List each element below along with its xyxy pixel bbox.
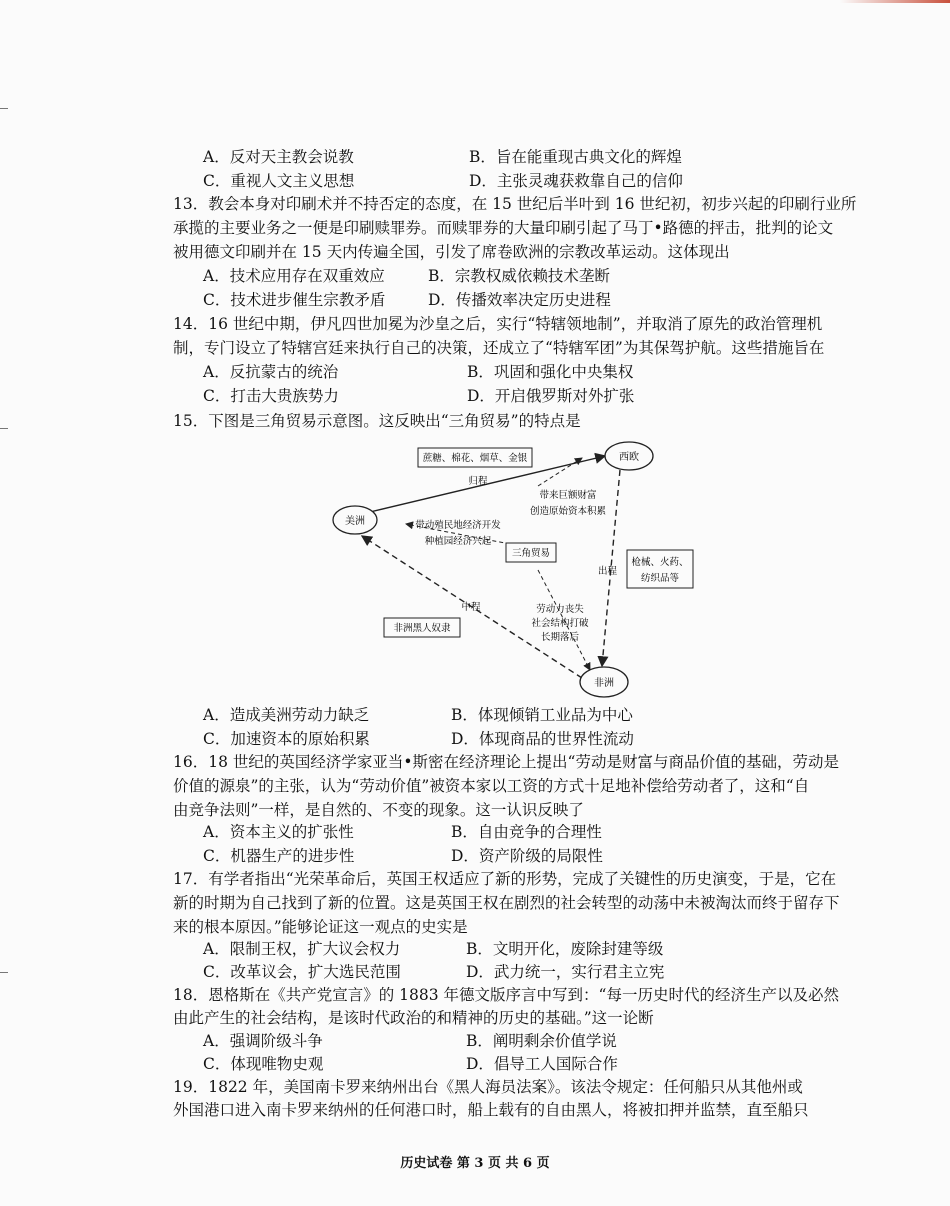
effect-europe-label: 创造原始资本积累 <box>529 506 607 517</box>
q16-option-b[interactable]: B．自由竞争的合理性 <box>451 823 602 841</box>
node-west-europe-label: 西欧 <box>619 452 639 463</box>
margin-tick <box>0 108 8 109</box>
q12-option-b[interactable]: B．旨在能重现古典文化的辉煌 <box>469 148 682 166</box>
q16-option-d[interactable]: D．资产阶级的局限性 <box>451 847 603 865</box>
q13-stem-line: 承揽的主要业务之一便是印刷赎罪券。而赎罪券的大量印刷引起了马丁•路德的抨击，批判的论文 <box>173 219 834 237</box>
q14-option-c[interactable]: C．打击大贵族势力 <box>203 387 339 405</box>
q18-option-c[interactable]: C．体现唯物史观 <box>203 1055 324 1073</box>
q15-option-a[interactable]: A．造成美洲劳动力缺乏 <box>203 706 370 724</box>
q14-stem-line: 制，专门设立了特辖宫廷来执行自己的决策，还成立了“特辖军团”为其保驾护航。这些措施旨在 <box>173 339 825 357</box>
margin-tick <box>0 428 8 429</box>
margin-tick <box>0 972 8 973</box>
q14-stem-line: 14．16 世纪中期，伊凡四世加冕为沙皇之后，实行“特辖领地制”，并取消了原先的政治管理机 <box>173 315 823 333</box>
slaves-box-label: 非洲黑人奴隶 <box>393 623 451 634</box>
q17-option-a[interactable]: A．限制王权，扩大议会权力 <box>203 940 401 958</box>
q17-stem-line: 来的根本原因。”能够论证这一观点的史实是 <box>173 918 468 936</box>
outward-leg-label: 出程 <box>597 566 617 577</box>
q15-option-d[interactable]: D．体现商品的世界性流动 <box>451 730 634 748</box>
effect-africa-label: 社会结构打破 <box>531 618 589 629</box>
center-box-label: 三角贸易 <box>511 548 551 559</box>
q16-stem-line: 由竞争法则”一样，是自然的、不变的现象。这一认识反映了 <box>173 801 584 819</box>
q12-option-c[interactable]: C．重视人文主义思想 <box>203 172 355 190</box>
q19-stem-line: 外国港口进入南卡罗来纳州的任何港口时，船上载有的自由黑人，将被扣押并监禁，直至船只 <box>173 1101 809 1119</box>
arms-box-label: 纺织品等 <box>640 573 680 584</box>
q17-stem-line: 新的时期为自己找到了新的位置。这是英国王权在剧烈的社会转型的动荡中未被淘汰而终于留存下 <box>173 894 840 912</box>
q15-stem-line: 15．下图是三角贸易示意图。这反映出“三角贸易”的特点是 <box>173 412 581 430</box>
q15-option-c[interactable]: C．加速资本的原始积累 <box>203 730 370 748</box>
q12-option-a[interactable]: A．反对天主教会说教 <box>203 148 354 166</box>
q17-option-c[interactable]: C．改革议会，扩大选民范围 <box>203 963 401 981</box>
q18-option-d[interactable]: D．倡导工人国际合作 <box>466 1055 618 1073</box>
goods-box-label: 蔗糖、棉花、烟草、金银 <box>422 453 528 464</box>
q14-option-d[interactable]: D．开启俄罗斯对外扩张 <box>467 387 635 405</box>
q12-option-d[interactable]: D．主张灵魂获救靠自己的信仰 <box>469 172 683 190</box>
q18-option-a[interactable]: A．强调阶级斗争 <box>203 1032 323 1050</box>
node-america-label: 美洲 <box>345 516 365 527</box>
q19-stem-line: 19．1822 年，美国南卡罗来纳州出台《黑人海员法案》。该法令规定：任何船只从其他州或 <box>173 1078 803 1096</box>
page-footer: 历史试卷 第 3 页 共 6 页 <box>400 1156 550 1171</box>
q16-stem-line: 价值的源泉”的主张，认为“劳动价值”被资本家以工资的方式十足地补偿给劳动者了，这和“自 <box>173 777 810 795</box>
q13-option-b[interactable]: B．宗教权威依赖技术垄断 <box>428 267 610 285</box>
q16-option-c[interactable]: C．机器生产的进步性 <box>203 847 355 865</box>
q18-stem-line: 由此产生的社会结构，是该时代政治的和精神的历史的基础。”这一论断 <box>173 1009 654 1027</box>
q15-option-b[interactable]: B．体现倾销工业品为中心 <box>451 706 633 724</box>
middle-leg-label: 中程 <box>461 602 481 613</box>
arms-box-label: 枪械、火药、 <box>631 557 689 568</box>
q13-option-c[interactable]: C．技术进步催生宗教矛盾 <box>203 291 386 309</box>
q17-option-d[interactable]: D．武力统一，实行君主立宪 <box>466 963 665 981</box>
q14-option-a[interactable]: A．反抗蒙古的统治 <box>203 363 339 381</box>
effect-america-label: 种植园经济兴起 <box>424 536 492 547</box>
effect-america-label: 带动殖民地经济开发 <box>415 520 501 531</box>
scan-edge-mark <box>840 0 950 3</box>
q16-stem-line: 16．18 世纪的英国经济学家亚当•斯密在经济理论上提出“劳动是财富与商品价值的基础，劳动是 <box>173 753 839 771</box>
q16-option-a[interactable]: A．资本主义的扩张性 <box>203 823 354 841</box>
effect-africa-label: 长期落后 <box>540 632 580 643</box>
q14-option-b[interactable]: B．巩固和强化中央集权 <box>467 363 634 381</box>
triangle-trade-diagram <box>320 432 740 704</box>
q13-option-a[interactable]: A．技术应用存在双重效应 <box>203 267 385 285</box>
effect-africa-label: 劳动力丧失 <box>536 604 584 615</box>
q13-option-d[interactable]: D．传播效率决定历史进程 <box>428 291 611 309</box>
node-africa-label: 非洲 <box>594 678 614 689</box>
q18-stem-line: 18．恩格斯在《共产党宣言》的 1883 年德文版序言中写到：“每一历史时代的经济生产以及必然 <box>173 986 839 1004</box>
return-leg-label: 归程 <box>468 476 488 487</box>
q13-stem-line: 13．教会本身对印刷术并不持否定的态度，在 15 世纪后半叶到 16 世纪初，初步兴起的印刷行业所 <box>173 195 857 213</box>
q13-stem-line: 被用德文印刷并在 15 天内传遍全国，引发了席卷欧洲的宗教改革运动。这体现出 <box>173 243 730 261</box>
effect-europe-label: 带来巨额财富 <box>539 490 597 501</box>
q17-option-b[interactable]: B．文明开化，废除封建等级 <box>466 940 664 958</box>
q17-stem-line: 17．有学者指出“光荣革命后，英国王权适应了新的形势，完成了关键性的历史演变，于是，它在 <box>173 870 837 888</box>
q18-option-b[interactable]: B．阐明剩余价值学说 <box>466 1032 617 1050</box>
effect-arrow-europe <box>538 458 582 486</box>
